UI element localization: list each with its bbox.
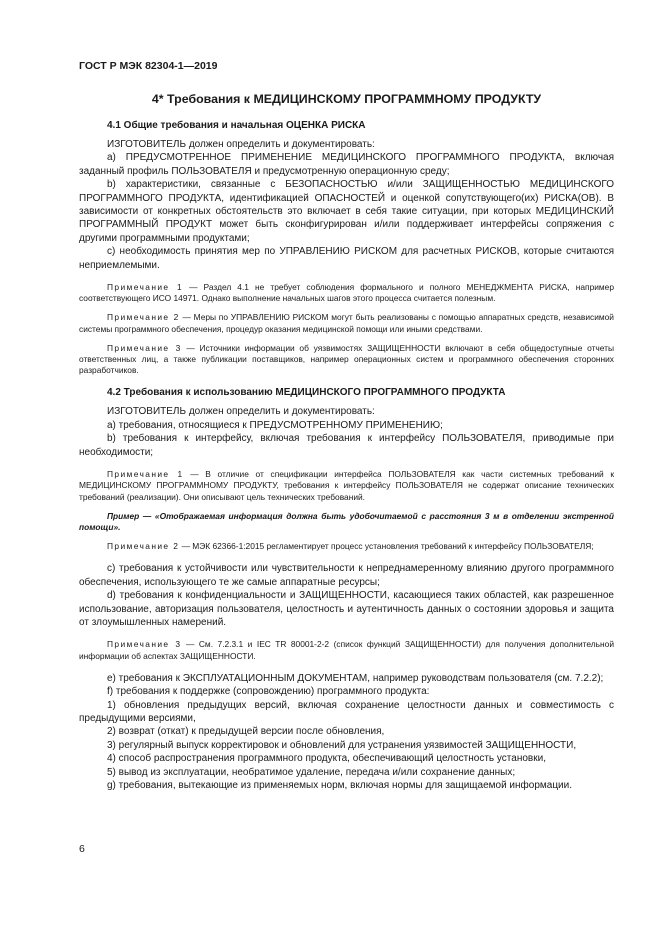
note-label: Примечание 2 xyxy=(107,312,180,323)
sub-item-3: 3) регулярный выпуск корректировок и обновлений для устранения уязвимостей ЗАЩИЩЕННОСТИ, xyxy=(107,739,577,751)
list-item-b: b) требования к интерфейсу, включая требования к интерфейсу ПОЛЬЗОВАТЕЛЯ, приводимые при необходимости; xyxy=(79,433,614,458)
list-item-c: с) необходимость принятия мер по УПРАВЛЕНИЮ РИСКОМ для расчетных РИСКОВ, которые считаются неприемлемыми. xyxy=(79,246,614,271)
list-item-d: d) требования к конфиденциальности и ЗАЩИЩЕННОСТИ, касающиеся таких областей, как разрешенное использование, авторизация пользователя, целостность и аутентичность данных о состоянии здоровья и защита от злоумышленных намерений. xyxy=(79,590,614,628)
note-label: Примечание 1 xyxy=(107,282,184,293)
document-code: ГОСТ Р МЭК 82304-1—2019 xyxy=(79,60,218,72)
note-label: Примечание 3 xyxy=(107,639,182,650)
example: Пример — «Отображаемая информация должна быть удобочитаемой с расстояния 3 м в отделении экстренной помощи». xyxy=(79,510,614,532)
paragraph: ИЗГОТОВИТЕЛЬ должен определить и документировать: xyxy=(107,139,375,150)
page-body xyxy=(79,91,614,792)
note-3 xyxy=(79,639,614,661)
list-item-g: g) требования, вытекающие из применяемых норм, включая нормы для защищаемой информации. xyxy=(107,780,573,792)
section-4-1-title: 4.1 Общие требования и начальная ОЦЕНКА РИСКА xyxy=(107,120,366,131)
note-3 xyxy=(79,343,614,377)
note-text: — Меры по УПРАВЛЕНИЮ РИСКОМ могут быть реализованы с помощью аппаратных средств, независимой системы программного обеспечения, процедур оказания медицинской помощи или иными средствами. xyxy=(79,312,614,334)
sub-item-2: 2) возврат (откат) к предыдущей версии после обновления, xyxy=(107,726,385,738)
paragraph: ИЗГОТОВИТЕЛЬ должен определить и документировать: xyxy=(107,406,375,418)
note-label: Примечание 3 xyxy=(107,342,182,353)
list-item-c: с) требования к устойчивости или чувствительности к непреднамеренному влиянию другого программного обеспечения, использующего те же самые аппаратные ресурсы; xyxy=(79,563,614,588)
sub-item-1: 1) обновления предыдущих версий, включая сохранение целостности данных и совместимость с предыдущими версиями, xyxy=(79,699,614,724)
section-4-title: 4* Требования к МЕДИЦИНСКОМУ ПРОГРАММНОМУ ПРОДУКТУ xyxy=(151,92,542,106)
page-number: 6 xyxy=(79,843,85,855)
note-text: — Источники информации об уязвимостях ЗАЩИЩЕННОСТИ включают в себя общедоступные отчеты ответственных лиц, а также публикации поставщиков, например операционных систем и программного обеспечения сторонних разработчиков. xyxy=(79,342,614,376)
note-1 xyxy=(79,469,614,503)
note-label: Примечание 2 xyxy=(107,541,180,552)
list-item-a: а) требования, относящиеся к ПРЕДУСМОТРЕННОМУ ПРИМЕНЕНИЮ; xyxy=(107,419,443,431)
note-1 xyxy=(79,282,614,304)
list-item-a: а) ПРЕДУСМОТРЕННОЕ ПРИМЕНЕНИЕ МЕДИЦИНСКОГО ПРОГРАММНОГО ПРОДУКТА, включая заданный профиль ПОЛЬЗОВАТЕЛЯ и предусмотренную операционную среду; xyxy=(79,152,614,177)
note-text: — См. 7.2.3.1 и IEC TR 80001-2-2 (список функций ЗАЩИЩЕННОСТИ) для получения дополнительной информации об аспектах ЗАЩИЩЕННОСТИ. xyxy=(79,639,614,661)
list-item-e: е) требования к ЭКСПЛУАТАЦИОННЫМ ДОКУМЕНТАМ, например руководствам пользователя (см. 7.2.2); xyxy=(107,672,604,684)
note-text: — В отличие от спецификации интерфейса ПОЛЬЗОВАТЕЛЯ как части системных требований к МЕДИЦИНСКОМУ ПРОГРАММНОМУ ПРОДУКТУ, требования к интерфейсу ПОЛЬЗОВАТЕЛЯ не содержат описание технических требований (реализации). Они описывают цель технических требований. xyxy=(79,469,614,502)
list-item-b: b) характеристики, связанные с БЕЗОПАСНОСТЬЮ и/или ЗАЩИЩЕННОСТЬЮ МЕДИЦИНСКОГО ПРОГРАММНОГО ПРОДУКТА, идентификацией ОПАСНОСТЕЙ и оценкой сопутствующего(их) РИСКА(ОВ). В зависимости от конкретных обстоятельств это включает в себя такие ситуации, при которых МЕДИЦИНСКИЙ ПРОГРАММНЫЙ ПРОДУКТ может быть сконфигурирован и/или поддерживает интерфейсы сопряжения с другими программными продуктами; xyxy=(79,179,614,244)
note-2 xyxy=(79,312,614,334)
note-text: — Раздел 4.1 не требует соблюдения формального и полного МЕНЕДЖМЕНТА РИСКА, например соответствующего ИСО 14971. Однако выполнение начальных шагов этого процесса считается полезным. xyxy=(79,282,614,304)
section-4-2-title: 4.2 Требования к использованию МЕДИЦИНСКОГО ПРОГРАММНОГО ПРОДУКТА xyxy=(107,387,506,399)
sub-item-4: 4) способ распространения программного продукта, обеспечивающий целостность установки, xyxy=(107,753,546,765)
list-item-f: f) требования к поддержке (сопровождению) программного продукта: xyxy=(107,686,430,698)
sub-item-5: 5) вывод из эксплуатации, необратимое удаление, передача и/или сохранение данных; xyxy=(107,766,516,778)
note-label: Примечание 1 xyxy=(107,469,184,480)
note-text: — МЭК 62366-1:2015 регламентирует процесс установления требований к интерфейсу ПОЛЬЗОВАТЕЛЯ; xyxy=(179,541,594,552)
note-2 xyxy=(79,541,614,552)
